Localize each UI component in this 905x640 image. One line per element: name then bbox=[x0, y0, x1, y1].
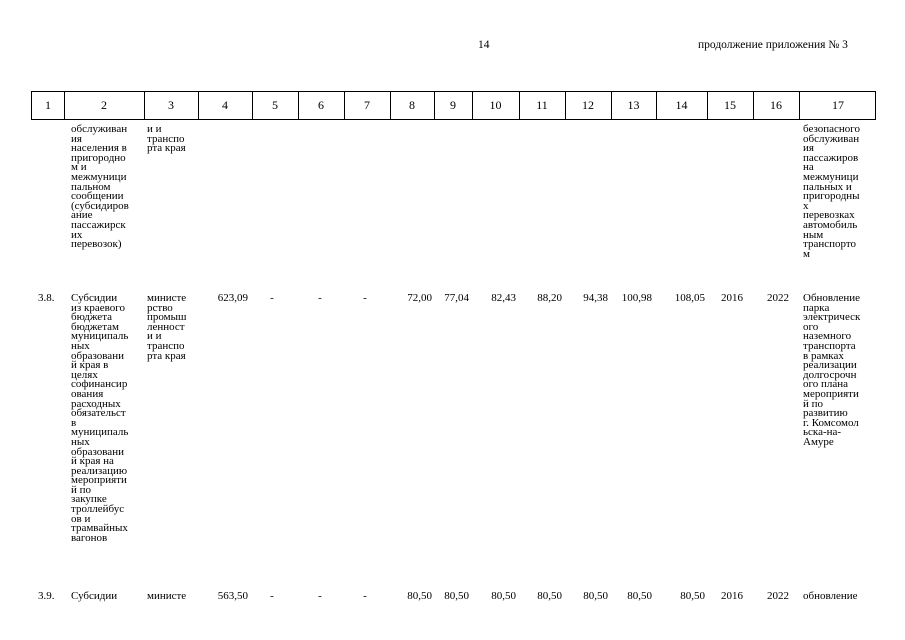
row-col10-cell: 80,50 bbox=[491, 590, 516, 602]
row-end-year-cell: 2022 bbox=[767, 292, 789, 304]
row-executor-cell: министе рство промыш ленност и и транспо рта края bbox=[147, 292, 187, 362]
row-col11-cell: 80,50 bbox=[537, 590, 562, 602]
carryover-name-cell: обслуживан ия населения в пригородно м и межмуници пальном сообщении (субсидиров ание пассажирск их перевозок) bbox=[71, 123, 129, 251]
row-start-year-cell: 2016 bbox=[721, 590, 743, 602]
row-col8-cell: 72,00 bbox=[407, 292, 432, 304]
row-name-cell: Субсидии bbox=[71, 590, 118, 602]
table-header-row bbox=[31, 91, 876, 120]
row-col5-cell: - bbox=[270, 292, 274, 304]
row-number: 3.9. bbox=[38, 590, 55, 602]
column-header: 10 bbox=[489, 98, 502, 112]
row-col11-cell: 88,20 bbox=[537, 292, 562, 304]
column-header: 17 bbox=[832, 98, 844, 112]
column-header: 7 bbox=[364, 98, 370, 112]
row-start-year-cell: 2016 bbox=[721, 292, 743, 304]
row-total-cell: 563,50 bbox=[217, 590, 248, 602]
column-header: 14 bbox=[675, 98, 688, 112]
row-result-cell: обновление bbox=[803, 590, 858, 602]
row-col7-cell: - bbox=[363, 292, 367, 304]
column-header: 16 bbox=[770, 98, 782, 112]
row-col10-cell: 82,43 bbox=[491, 292, 516, 304]
column-header: 11 bbox=[536, 98, 548, 112]
page-number: 14 bbox=[478, 39, 490, 51]
row-executor-cell: министе bbox=[147, 590, 187, 602]
column-header: 13 bbox=[627, 98, 640, 112]
column-header: 4 bbox=[222, 98, 228, 112]
column-header: 1 bbox=[45, 98, 51, 112]
column-header: 9 bbox=[450, 98, 456, 112]
column-header: 5 bbox=[272, 98, 278, 112]
column-header: 12 bbox=[582, 98, 594, 112]
column-header: 2 bbox=[101, 98, 107, 112]
row-col13-cell: 80,50 bbox=[627, 590, 652, 602]
row-name-cell: Субсидии из краевого бюджета бюджетам муниципаль ных образовани й края в целях софинансир ования расходных обязательст в муниципаль ных образовани й края на реализацию мероприяти й по закупке троллейбус ов и трамвайных вагонов bbox=[71, 292, 129, 544]
row-col14-cell: 108,05 bbox=[674, 292, 705, 304]
row-end-year-cell: 2022 bbox=[767, 590, 789, 602]
row-total-cell: 623,09 bbox=[217, 292, 248, 304]
row-col9-cell: 80,50 bbox=[444, 590, 469, 602]
column-header: 3 bbox=[168, 98, 174, 112]
row-col14-cell: 80,50 bbox=[680, 590, 705, 602]
column-header: 6 bbox=[318, 98, 324, 112]
row-col7-cell: - bbox=[363, 590, 367, 602]
row-col13-cell: 100,98 bbox=[621, 292, 652, 304]
row-col6-cell: - bbox=[318, 292, 322, 304]
row-col9-cell: 77,04 bbox=[444, 292, 469, 304]
row-col12-cell: 80,50 bbox=[583, 590, 608, 602]
row-result-cell: Обновление парка электрическ ого наземного транспорта в рамках реализации долгосрочн ого плана мероприяти й по развитию г. Комсомол ьска-на- Амуре bbox=[803, 292, 861, 448]
continuation-note: продолжение приложения № 3 bbox=[698, 39, 848, 51]
row-col8-cell: 80,50 bbox=[407, 590, 432, 602]
carryover-executor-cell: и и транспо рта края bbox=[147, 123, 186, 155]
column-header: 15 bbox=[724, 98, 736, 112]
row-col6-cell: - bbox=[318, 590, 322, 602]
row-col12-cell: 94,38 bbox=[583, 292, 608, 304]
row-col5-cell: - bbox=[270, 590, 274, 602]
row-number: 3.8. bbox=[38, 292, 55, 304]
column-header: 8 bbox=[409, 98, 415, 112]
carryover-result-cell: безопасного обслуживан ия пассажиров на межмуници пальных и пригородны х перевозках автомобиль ным транспорто м bbox=[803, 123, 861, 260]
